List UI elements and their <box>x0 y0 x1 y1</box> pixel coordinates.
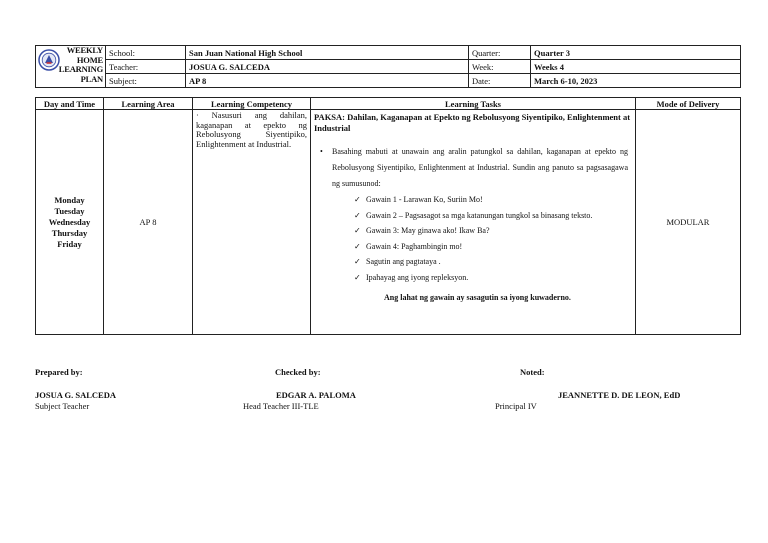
learning-plan-table <box>35 97 741 335</box>
gawain-text: Gawain 3: May ginawa ako! Ikaw Ba? <box>366 226 490 235</box>
competency-text: Nasusuri ang dahilan, kaganapan at epekto ng Rebolusyong Siyentipiko, Enlightenment at Industrial. <box>196 110 307 149</box>
school-label: School: <box>106 46 186 60</box>
paksa-text: Dahilan, Kaganapan at Epekto ng Rebolusyong Siyentipiko, Enlightenment at Industrial <box>314 112 631 133</box>
checkmark-icon: ✓ <box>354 272 361 282</box>
gawain-list <box>314 192 632 285</box>
prepared-by-title: Subject Teacher <box>35 401 90 411</box>
list-item <box>354 192 632 208</box>
quarter-label: Quarter: <box>469 46 531 60</box>
checkmark-icon: ✓ <box>354 210 361 220</box>
paksa-label: PAKSA: <box>314 112 346 122</box>
title-line: WEEKLY <box>66 45 103 55</box>
checkmark-icon: ✓ <box>354 195 361 204</box>
day-label: Thursday <box>51 227 88 238</box>
instruction-item <box>320 144 628 192</box>
gawain-text: Gawain 1 - Larawan Ko, Suriin Mo! <box>366 195 483 204</box>
column-header: Learning Area <box>104 98 193 110</box>
title-line: LEARNING <box>58 64 103 75</box>
day-label: Wednesday <box>48 216 91 227</box>
checkmark-icon: ✓ <box>354 226 361 235</box>
competency-bullet: · <box>196 110 212 120</box>
list-item <box>354 208 632 224</box>
header-logo-title-cell <box>36 46 106 88</box>
teacher-value: JOSUA G. SALCEDA <box>186 60 469 74</box>
gawain-text: Gawain 4: Paghambingin mo! <box>366 241 463 251</box>
instruction-text: Basahing mabuti at unawain ang aralin patungkol sa dahilan, kaganapan at epekto ng Rebolusyong Siyentipiko, Enlightenment at Industrial. Sundin ang panuto sa pagsasagawa ng sumusunod: <box>332 147 628 188</box>
noted-by-title: Principal IV <box>495 401 537 411</box>
deped-seal-logo-icon <box>38 49 60 71</box>
noted-by-name: JEANNETTE D. DE LEON, EdD <box>558 390 681 400</box>
subject-label: Subject: <box>106 74 186 88</box>
week-value: Weeks 4 <box>531 60 741 74</box>
checkmark-icon: ✓ <box>354 257 361 266</box>
table-row <box>36 110 741 335</box>
mode-of-delivery-cell: MODULAR <box>636 110 741 335</box>
day-label: Friday <box>57 238 82 249</box>
bullet-icon: • <box>320 147 323 156</box>
teacher-label: Teacher: <box>106 60 186 74</box>
checked-by-label: Checked by: <box>275 367 321 377</box>
date-label: Date: <box>469 74 531 88</box>
checked-by-title: Head Teacher III-TLE <box>243 401 319 411</box>
list-item <box>354 254 632 270</box>
header-table <box>35 45 741 88</box>
closing-note: Ang lahat ng gawain ay sasagutin sa iyong kuwaderno. <box>384 293 571 302</box>
competency-cell <box>193 110 311 335</box>
column-header: Learning Competency <box>193 98 311 110</box>
column-header: Learning Tasks <box>311 98 636 110</box>
title-line: HOME <box>76 54 103 65</box>
subject-value: AP 8 <box>186 74 469 88</box>
gawain-text: Gawain 2 – Pagsasagot sa mga katanungan tungkol sa binasang teksto. <box>366 210 593 220</box>
checked-by-name: EDGAR A. PALOMA <box>276 390 356 400</box>
days-cell <box>36 110 104 335</box>
paksa-heading <box>314 112 632 134</box>
list-item <box>354 223 632 239</box>
column-header: Day and Time <box>36 98 104 110</box>
learning-tasks-cell <box>311 110 636 335</box>
list-item <box>354 239 632 255</box>
prepared-by-name: JOSUA G. SALCEDA <box>35 390 117 400</box>
learning-area-cell: AP 8 <box>104 110 193 335</box>
day-label: Tuesday <box>54 205 85 216</box>
school-value: San Juan National High School <box>186 46 469 60</box>
day-label: Monday <box>54 194 85 205</box>
checkmark-icon: ✓ <box>354 241 361 251</box>
weekly-home-learning-plan-title <box>59 46 103 84</box>
quarter-value: Quarter 3 <box>531 46 741 60</box>
date-value: March 6-10, 2023 <box>531 74 741 88</box>
noted-label: Noted: <box>520 367 545 377</box>
table-header-row <box>36 98 741 110</box>
week-label: Week: <box>469 60 531 74</box>
column-header: Mode of Delivery <box>636 98 741 110</box>
list-item <box>354 270 632 286</box>
gawain-text: Ipahayag ang iyong repleksyon. <box>366 272 469 282</box>
prepared-by-label: Prepared by: <box>35 367 83 377</box>
title-line: PLAN <box>80 73 103 84</box>
gawain-text: Sagutin ang pagtataya . <box>366 257 441 266</box>
